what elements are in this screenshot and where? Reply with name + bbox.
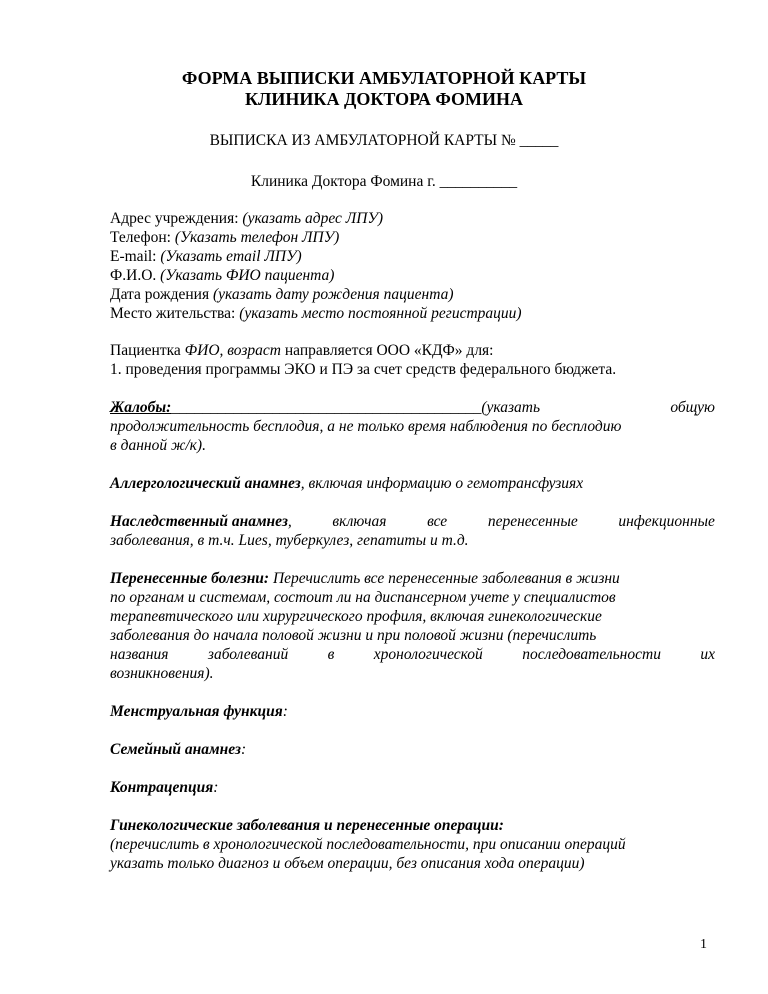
past-diseases-line-3: терапевтического или хирургического профиля, включая гинекологические — [110, 608, 602, 625]
menstrual-section: Менструальная функция: — [110, 703, 288, 720]
past-diseases-line-2: по органам и системам, состоит ли на диспансерном учете у специалистов — [110, 589, 616, 606]
heredity-line: Наследственный анамнез, включая все перенесенные инфекционные — [110, 513, 715, 530]
past-diseases-line-6: возникновения). — [110, 665, 214, 682]
page-number: 1 — [700, 937, 707, 952]
extract-subtitle: ВЫПИСКА ИЗ АМБУЛАТОРНОЙ КАРТЫ № _____ — [209, 132, 559, 149]
field-patient-name: Ф.И.О. (Указать ФИО пациента) — [110, 267, 335, 284]
clinic-city-line: Клиника Доктора Фомина г. __________ — [250, 173, 518, 190]
complaints-hint-3: в данной ж/к). — [110, 437, 206, 454]
referral-line: Пациентка ФИО, возраст направляется ООО «КДФ» для: — [110, 342, 494, 359]
past-diseases-line-4: заболевания до начала половой жизни и при половой жизни (перечислить — [110, 627, 597, 644]
referral-item-1: 1. проведения программы ЭКО и ПЭ за счет средств федерального бюджета. — [110, 361, 617, 378]
complaints-hint-2: продолжительность бесплодия, а не только время наблюдения по бесплодию — [110, 418, 622, 435]
heredity-line-2: заболевания, в т.ч. Lues, туберкулез, гепатиты и т.д. — [110, 532, 469, 549]
contraception-section: Контрацепция: — [110, 779, 219, 796]
clinic-title: КЛИНИКА ДОКТОРА ФОМИНА — [244, 89, 524, 109]
field-email: E-mail: (Указать email ЛПУ) — [110, 248, 302, 265]
gyn-hint-1: (перечислить в хронологической последовательности, при описании операций — [110, 836, 626, 853]
complaints-line: Жалобы:________________________________________(указать общую — [110, 399, 715, 416]
field-residence: Место жительства: (указать место постоянной регистрации) — [110, 305, 522, 322]
allergy-section: Аллергологический анамнез, включая информацию о гемотрансфузиях — [110, 475, 584, 492]
gyn-hint-2: указать только диагноз и объем операции, без описания хода операции) — [110, 855, 585, 872]
past-diseases-line-5: названия заболеваний в хронологической последовательности их — [110, 646, 715, 663]
field-birth-date: Дата рождения (указать дату рождения пациента) — [110, 286, 454, 303]
past-diseases-line-1: Перенесенные болезни: Перечислить все перенесенные заболевания в жизни — [110, 570, 620, 587]
field-address: Адрес учреждения: (указать адрес ЛПУ) — [110, 210, 384, 227]
form-title: ФОРМА ВЫПИСКИ АМБУЛАТОРНОЙ КАРТЫ — [181, 68, 587, 88]
field-phone: Телефон: (Указать телефон ЛПУ) — [110, 229, 340, 246]
gyn-section-title: Гинекологические заболевания и перенесенные операции: — [110, 817, 504, 834]
family-section: Семейный анамнез: — [110, 741, 247, 758]
